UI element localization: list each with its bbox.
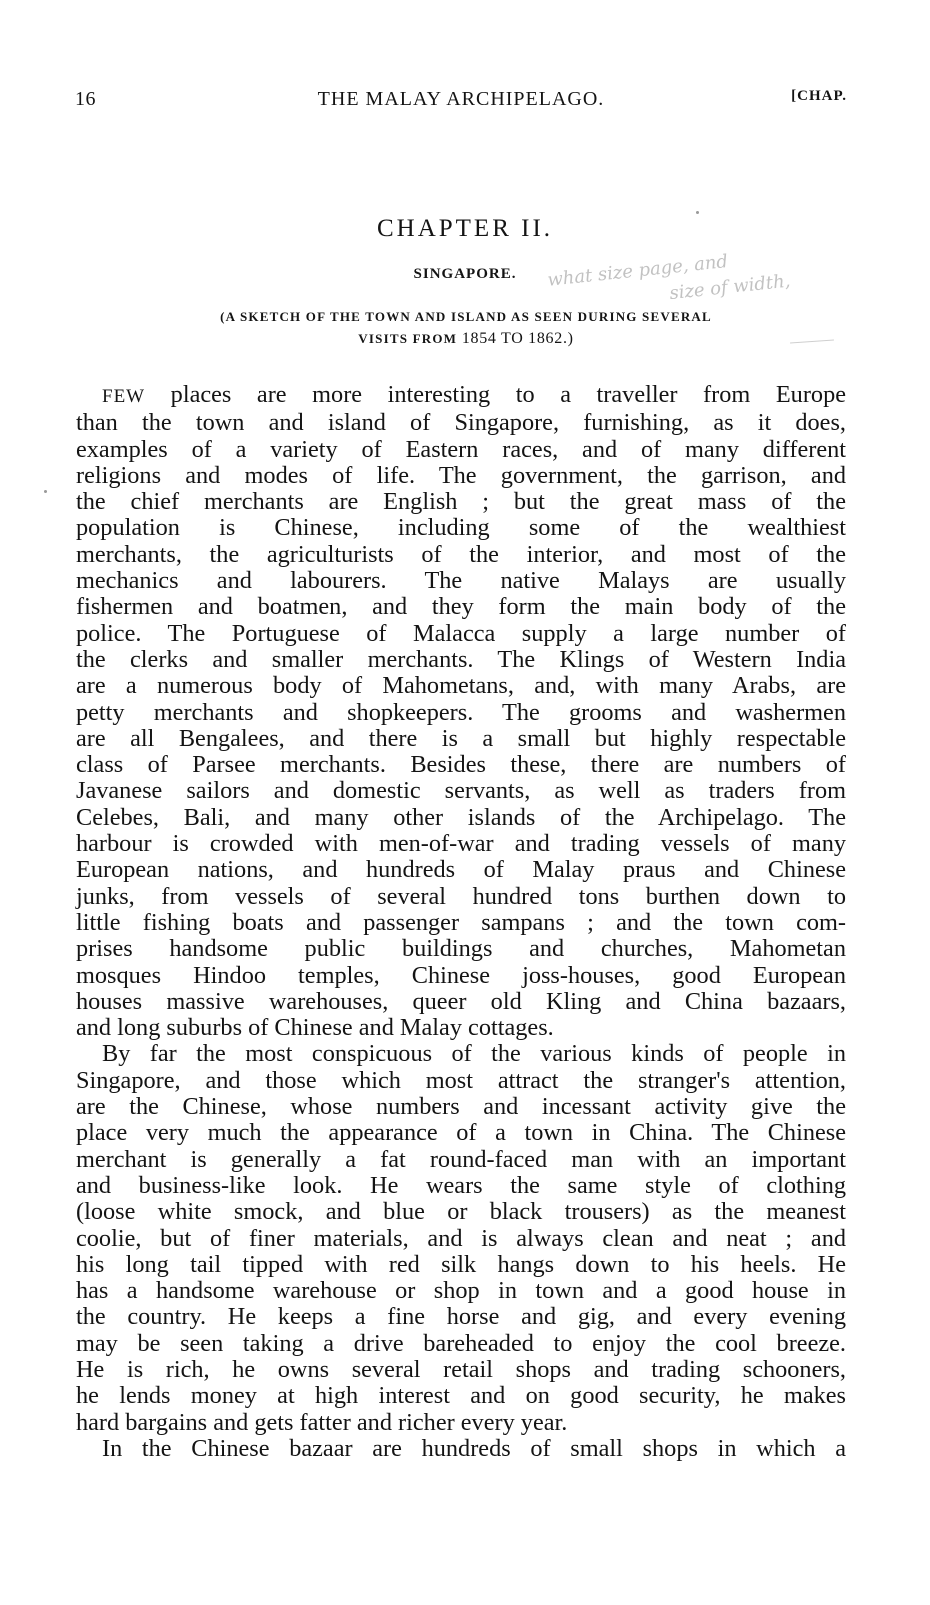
text-line xyxy=(76,1199,846,1225)
text-line-content: and business-like look. He wears the same style of clothing xyxy=(76,1171,846,1199)
text-line xyxy=(76,542,846,568)
text-line-content: In the Chinese bazaar are hundreds of small shops in which a xyxy=(102,1434,846,1462)
text-line xyxy=(76,805,846,831)
text-line-content: than the town and island of Singapore, furnishing, as it does, xyxy=(76,409,846,437)
text-line-content: are the Chinese, whose numbers and incessant activity give the xyxy=(76,1093,846,1121)
text-line xyxy=(76,489,846,515)
text-line xyxy=(76,515,846,541)
text-line xyxy=(76,1068,846,1094)
text-line xyxy=(76,1304,846,1330)
paragraph-lead-word: FEW xyxy=(102,386,146,407)
text-line-content: examples of a variety of Eastern races, and of many different xyxy=(76,435,846,463)
page-number: 16 xyxy=(75,88,96,110)
text-line-content: population is Chinese, including some of the wealthiest xyxy=(76,514,846,542)
text-line-content: Celebes, Bali, and many other islands of the Archipelago. The xyxy=(76,803,846,831)
text-line-content: mechanics and labourers. The native Malays are usually xyxy=(76,567,846,595)
text-line xyxy=(76,1331,846,1357)
chapter-label: [CHAP. xyxy=(791,88,847,104)
text-line-content: He is rich, he owns several retail shops and trading schooners, xyxy=(76,1355,846,1383)
text-line xyxy=(76,1120,846,1146)
text-line-content: the clerks and smaller merchants. The Klings of Western India xyxy=(76,645,846,673)
text-line-content: fishermen and boatmen, and they form the main body of the xyxy=(76,593,846,621)
text-line xyxy=(76,647,846,673)
text-line-content: houses massive warehouses, queer old Kling and China bazaars, xyxy=(76,987,846,1015)
text-line-content: junks, from vessels of several hundred tons burthen down to xyxy=(76,882,846,910)
text-line-content: are all Bengalees, and there is a small but highly respectable xyxy=(76,724,846,752)
text-line-content: hard bargains and gets fatter and richer every year. xyxy=(76,1408,568,1436)
text-line-content: has a handsome warehouse or shop in town and a good house in xyxy=(76,1277,846,1305)
chapter-note-smallcaps: VISITS FROM xyxy=(358,331,458,346)
chapter-note-line-1: (A SKETCH OF THE TOWN AND ISLAND AS SEEN DURING SEVERAL xyxy=(220,309,712,324)
text-line-content: coolie, but of finer materials, and is always clean and neat ; and xyxy=(76,1224,846,1252)
chapter-note xyxy=(102,306,830,350)
text-line xyxy=(76,594,846,620)
text-line xyxy=(76,1436,846,1462)
text-line-content: the chief merchants are English ; but the great mass of the xyxy=(76,488,846,516)
text-line xyxy=(76,1278,846,1304)
text-line-content: petty merchants and shopkeepers. The grooms and washermen xyxy=(76,698,846,726)
text-line xyxy=(76,700,846,726)
text-line-content: mosques Hindoo temples, Chinese joss-houses, good European xyxy=(76,961,846,989)
text-line-content: little fishing boats and passenger sampans ; and the town com- xyxy=(76,908,846,936)
text-line xyxy=(76,410,846,436)
text-line xyxy=(76,963,846,989)
text-line-content: he lends money at high interest and on good security, he makes xyxy=(76,1382,846,1410)
text-line-content: By far the most conspicuous of the various kinds of people in xyxy=(102,1040,846,1068)
text-line xyxy=(76,1041,846,1067)
text-line xyxy=(76,1147,846,1173)
text-line-content: prises handsome public buildings and churches, Mahometan xyxy=(76,935,846,963)
text-line-content: places are more interesting to a traveller from Europe xyxy=(170,381,846,408)
text-line xyxy=(76,1252,846,1278)
stray-mark xyxy=(44,490,47,493)
text-line-content: Javanese sailors and domestic servants, as well as traders from xyxy=(76,777,846,805)
running-title: THE MALAY ARCHIPELAGO. xyxy=(317,88,605,110)
text-line-content: his long tail tipped with red silk hangs down to his heels. He xyxy=(76,1250,846,1278)
text-line xyxy=(76,437,846,463)
text-line-content: class of Parsee merchants. Besides these, there are numbers of xyxy=(76,751,846,779)
paragraph-1 xyxy=(76,382,846,1041)
text-line-content: police. The Portuguese of Malacca supply a large number of xyxy=(76,619,846,647)
text-line xyxy=(76,752,846,778)
text-line xyxy=(76,910,846,936)
text-line xyxy=(76,1383,846,1409)
text-line-content: religions and modes of life. The government, the garrison, and xyxy=(76,461,846,489)
text-line-content: harbour is crowded with men-of-war and trading vessels of many xyxy=(76,830,846,858)
text-line xyxy=(76,1094,846,1120)
pencil-annotation-line-1: what size page, and xyxy=(546,250,729,291)
text-line-content: Singapore, and those which most attract the stranger's attention, xyxy=(76,1066,846,1094)
text-line-content: are a numerous body of Mahometans, and, with many Arabs, are xyxy=(76,672,846,700)
text-line-content: place very much the appearance of a town in China. The Chinese xyxy=(76,1119,846,1147)
text-line xyxy=(76,778,846,804)
text-line xyxy=(76,989,846,1015)
text-line-content: may be seen taking a drive bareheaded to enjoy the cool breeze. xyxy=(76,1329,846,1357)
pencil-annotation-line-2: size of width, xyxy=(668,270,792,305)
text-line xyxy=(76,936,846,962)
text-line xyxy=(76,1015,846,1041)
text-line xyxy=(76,884,846,910)
text-line xyxy=(76,857,846,883)
text-line xyxy=(76,1173,846,1199)
chapter-title: CHAPTER II. xyxy=(376,215,554,242)
text-line xyxy=(76,621,846,647)
paragraph-2 xyxy=(76,1041,846,1435)
text-line xyxy=(76,1410,846,1436)
text-line-content: merchants, the agriculturists of the interior, and most of the xyxy=(76,540,846,568)
text-line xyxy=(76,1226,846,1252)
text-line xyxy=(76,831,846,857)
running-header xyxy=(75,88,847,118)
text-line xyxy=(76,726,846,752)
text-line-content: the country. He keeps a fine horse and gig, and every evening xyxy=(76,1303,846,1331)
text-line xyxy=(76,463,846,489)
text-line-content: and long suburbs of Chinese and Malay cottages. xyxy=(76,1014,554,1042)
text-line xyxy=(76,382,846,410)
text-line-content: (loose white smock, and blue or black trousers) as the meanest xyxy=(76,1198,846,1226)
text-line xyxy=(76,568,846,594)
text-line xyxy=(76,673,846,699)
chapter-subtitle: SINGAPORE. xyxy=(413,266,517,282)
text-line-content: European nations, and hundreds of Malay praus and Chinese xyxy=(76,856,846,884)
chapter-note-line-2 xyxy=(102,328,830,350)
chapter-note-years: 1854 TO 1862.) xyxy=(461,330,574,347)
stray-mark xyxy=(696,211,699,214)
text-line xyxy=(76,1357,846,1383)
body-text xyxy=(76,382,846,1462)
text-line-content: merchant is generally a fat round-faced man with an important xyxy=(76,1145,846,1173)
paragraph-3 xyxy=(76,1436,846,1462)
